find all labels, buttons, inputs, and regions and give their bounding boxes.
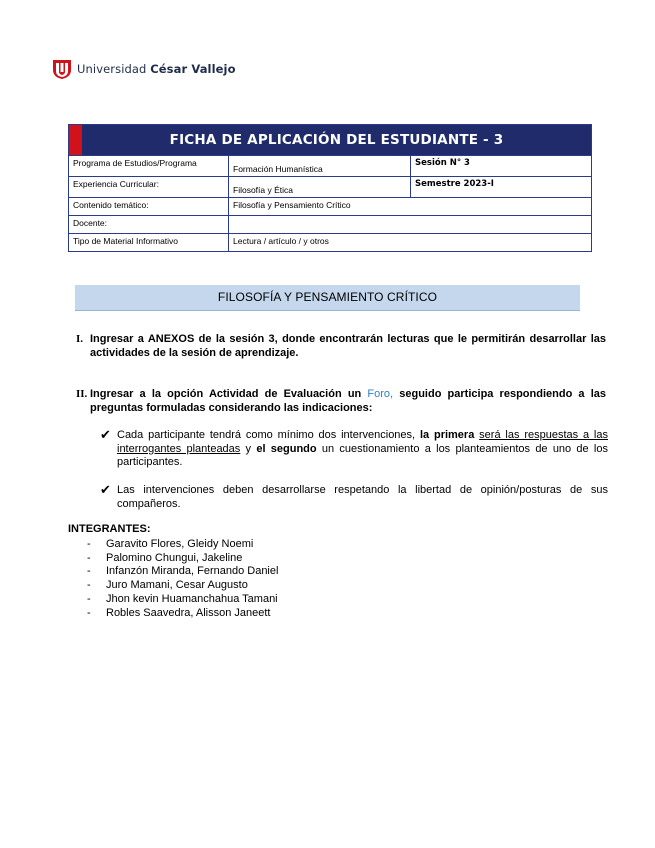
docente-label: Docente: bbox=[69, 216, 229, 234]
section-2-number: II. bbox=[76, 388, 88, 400]
experiencia-value: Filosofía y Ética bbox=[229, 177, 411, 198]
university-logo bbox=[52, 58, 236, 80]
integrantes-heading: INTEGRANTES: bbox=[68, 523, 151, 535]
list-item: - Infanzón Miranda, Fernando Daniel bbox=[87, 565, 279, 578]
sheet-header bbox=[69, 125, 592, 156]
list-item: - Robles Saavedra, Alisson Janeett bbox=[87, 606, 271, 619]
semester: Semestre 2023-I bbox=[411, 177, 592, 198]
section-2 bbox=[76, 387, 606, 415]
section-1 bbox=[76, 332, 606, 360]
material-value: Lectura / artículo / y otros bbox=[229, 234, 592, 252]
contenido-label: Contenido temático: bbox=[69, 198, 229, 216]
bullet-1-text: Cada participante tendrá como mínimo dos intervenciones, la primera será las respuestas a las interrogantes planteadas y el segundo un cuestionamiento a los planteamientos de uno de los participantes. bbox=[117, 429, 608, 468]
bullet-2-text: Las intervenciones deben desarrollarse respetando la libertad de opinión/posturas de sus compañeros. bbox=[117, 484, 608, 510]
university-name: Universidad César Vallejo bbox=[77, 62, 236, 76]
programa-value: Formación Humanística bbox=[229, 156, 411, 177]
list-item: - Garavito Flores, Gleidy Noemi bbox=[87, 538, 254, 550]
topic-banner: FILOSOFÍA Y PENSAMIENTO CRÍTICO bbox=[75, 285, 580, 311]
ucv-shield-icon bbox=[52, 58, 72, 80]
check-icon: ✔ bbox=[100, 482, 111, 497]
material-label: Tipo de Material Informativo bbox=[69, 234, 229, 252]
experiencia-label: Experiencia Curricular: bbox=[69, 177, 229, 198]
check-icon: ✔ bbox=[100, 427, 111, 442]
list-item: - Palomino Chungui, Jakeline bbox=[87, 551, 243, 564]
sheet-title: FICHA DE APLICACIÓN DEL ESTUDIANTE - 3 bbox=[169, 132, 504, 148]
header-red-accent bbox=[69, 125, 82, 155]
contenido-value: Filosofía y Pensamiento Crítico bbox=[229, 198, 592, 216]
list-item: - Juro Mamani, Cesar Augusto bbox=[87, 579, 248, 592]
session-number: Sesión N° 3 bbox=[411, 156, 592, 177]
bullet-item-1 bbox=[100, 429, 608, 470]
section-1-number: I. bbox=[76, 333, 84, 345]
integrantes-list bbox=[87, 538, 278, 620]
foro-link[interactable]: Foro, bbox=[367, 388, 394, 400]
programa-label: Programa de Estudios/Programa bbox=[69, 156, 229, 177]
list-item: - Jhon kevin Huamanchahua Tamani bbox=[87, 592, 278, 605]
section-1-text: Ingresar a ANEXOS de la sesión 3, donde encontrarán lecturas que le permitirán desarrollar las actividades de la sesión de aprendizaje. bbox=[90, 333, 606, 359]
bullet-item-2 bbox=[100, 484, 608, 511]
student-application-sheet-table bbox=[68, 124, 592, 252]
docente-value bbox=[229, 216, 592, 234]
section-2-text: Ingresar a la opción Actividad de Evaluación un Foro, seguido participa respondiendo a las preguntas formuladas considerando las indicaciones: bbox=[90, 388, 606, 414]
